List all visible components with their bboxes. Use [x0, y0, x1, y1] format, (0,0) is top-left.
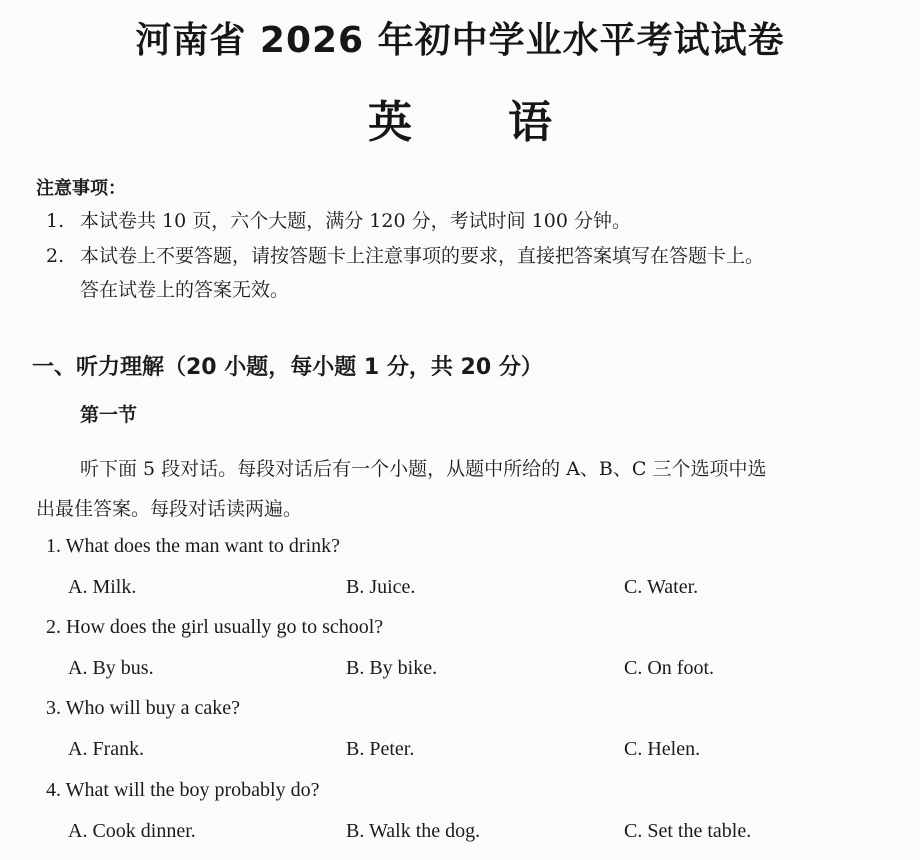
option-b: B. By bike.	[346, 657, 438, 679]
option-b: B. Peter.	[346, 738, 415, 760]
option-a: A. By bus.	[68, 657, 154, 679]
question-text: 1. What does the man want to drink?	[46, 535, 341, 557]
section-heading: 一、听力理解（20 小题，每小题 1 分，共 20 分）	[32, 355, 543, 380]
part-heading: 第一节	[80, 404, 138, 426]
notice-item	[46, 239, 906, 273]
notice-item	[46, 204, 906, 238]
option-a: A. Milk.	[68, 576, 137, 598]
instruction-line: 出最佳答案。每段对话读两遍。	[36, 498, 303, 520]
notice-item-continuation: 答在试卷上的答案无效。	[80, 279, 290, 301]
option-a: A. Frank.	[68, 738, 145, 760]
option-c: C. On foot.	[624, 657, 714, 679]
notice-item-number: 1.	[46, 210, 65, 232]
notice-item-text: 本试卷共 10 页，六个大题，满分 120 分，考试时间 100 分钟。	[80, 210, 631, 232]
option-a: A. Cook dinner.	[68, 820, 196, 842]
question-text: 2. How does the girl usually go to school?	[46, 616, 384, 638]
subject-title: 英语	[368, 97, 648, 148]
exam-title: 河南省 2026 年初中学业水平考试试卷	[135, 20, 785, 61]
notice-item-number: 2.	[46, 245, 65, 267]
instruction-line: 听下面 5 段对话。每段对话后有一个小题，从题中所给的 A、B、C 三个选项中选	[80, 458, 767, 480]
question-text: 3. Who will buy a cake?	[46, 697, 241, 719]
notice-heading: 注意事项：	[36, 178, 126, 199]
option-b: B. Walk the dog.	[346, 820, 481, 842]
option-c: C. Water.	[624, 576, 699, 598]
option-b: B. Juice.	[346, 576, 416, 598]
option-c: C. Helen.	[624, 738, 701, 760]
question-text: 4. What will the boy probably do?	[46, 779, 320, 801]
notice-item-text: 本试卷上不要答题，请按答题卡上注意事项的要求，直接把答案填写在答题卡上。	[80, 245, 765, 267]
option-c: C. Set the table.	[624, 820, 752, 842]
